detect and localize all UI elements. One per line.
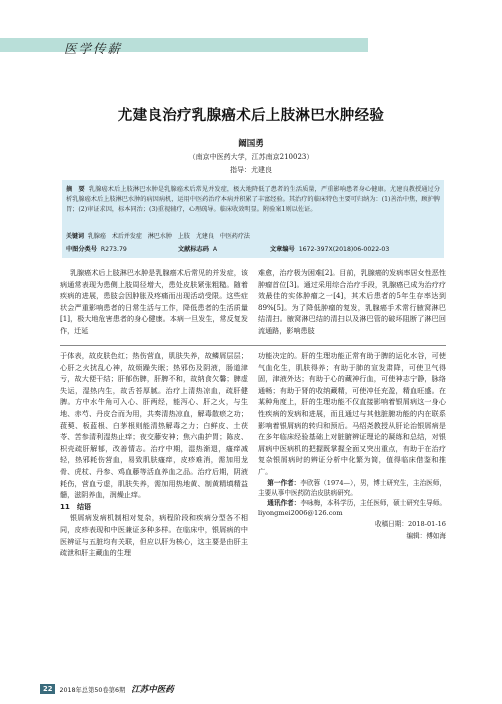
section-header-bar	[0, 38, 368, 52]
article-title: 尤建良治疗乳腺癌术后上肢淋巴水肿经验	[117, 108, 385, 124]
article-affiliation: （南京中医药大学，江苏南京210023）	[188, 153, 314, 161]
body-column-right-top	[258, 267, 446, 337]
article-advisor: 指导：尤建良	[230, 166, 272, 174]
page-number: 22	[40, 684, 55, 694]
abstract-text: 乳腺癌术后上肢淋巴水肿是乳腺癌术后常见并发症，极大地降低了患者的生活质量，严重影响患者身心健康。尤建良教授通过分析乳腺癌术后上肢淋巴水肿的病因病机，运用中医药治疗本病并积累了丰富经验。其治疗的临床特色主要可归纳为：(1)善治中焦，顾护脾胃；(2)审证求因，标本同治；(3)重视辅疗，心理疏导。临床收效明显。附验案1则以佐证。	[66, 186, 441, 213]
body-column-right-bottom	[258, 350, 446, 542]
body-column-left-top	[60, 267, 248, 337]
classification-line	[66, 244, 440, 253]
paragraph: 银屑病发病机制相对复杂，病程阶段和疾病分型各不相同，皮疹表现和中医兼证多种多样。在临床中，银屑病的中医辨证与五脏均有关联，但应以肝为核心，这主要是由肝主疏泄和肝主藏血的生理	[60, 513, 248, 558]
cls-value: R273.79	[100, 246, 127, 253]
keywords	[66, 232, 440, 241]
fn2-text: 李咏梅，本科学历，主任医师，硕士研究生导师。liyongmei2006@126.com	[258, 498, 447, 518]
first-author-note	[258, 478, 446, 498]
doc-value: A	[212, 246, 218, 253]
conclusion-heading: 11 结语	[60, 501, 92, 511]
journal-name: 江苏中医药	[131, 685, 174, 695]
keywords-label: 关键词	[66, 233, 85, 240]
editor: 编辑：傅如海	[406, 532, 446, 541]
id-value: 1672-397X(2018)06-0022-03	[298, 246, 390, 253]
paragraph: 功能决定的。肝的生理功能正常有助于脾的运化水谷，可使气血化生，肌肤得养；有助于肺的宣发肃降，可使卫气得固，津液外达；有助于心的藏神行血，可使神志宁静，脉络通畅；有助于肾的收纳藏精，可使冲任充盈，精血旺盛。在某种角度上，肝的生理功能不仅直接影响着银屑病这一身心性疾病的发病和进展，而且通过与其他脏腑功能的内在联系影响着银屑病的转归和预后。马绍尧教授从肝论治银屑病是在多年临床经验基础上对脏腑辨证理论的凝练和总结，对银屑病中医病机的把握既掌握全面又突出重点，有助于在治疗复杂银屑病时的辨证分析中化繁为简，值得临床借鉴和推广。	[258, 351, 446, 476]
issue-info: 2018年总第50卷第6期	[59, 686, 126, 694]
paragraph: 于体表，故皮肤色红；热伤营血，肌肤失养，故鳞屑层层；心肝之火扰乱心神，故烦躁失眠；热邪伤及阴液，肠道津亏，故大便干结；肝郁伤脾，肝脾不和，故纳食欠馨；脾虚失运，湿热内生，故舌苔厚腻。治疗上清热凉血，疏肝健脾。方中水牛角可入心、肝两经，能泻心、肝之火，与生地、赤芍、丹皮合而为用，共奏清热凉血，解毒散瘀之功；菝葜、板蓝根、白茅根则能清热解毒之力；白鲜皮、土茯苓、苦参清利湿热止痒；夜交藤安神；焦六曲护胃；陈皮、枳壳疏肝解郁，改善情志。治疗中期，湿热渐退，瘙痒减轻，热邪耗伤营血，易致肌肤瘙痒，皮疹难消，需加用龙骨、虎杖、丹参、鸡血藤等活血养血之品。治疗后期，阴液耗伤，营血亏虚，肌肤失养，需加用热地黄、制黄精填精益髓，滋阴养血，润燥止痒。	[60, 351, 248, 500]
paragraph: 乳腺癌术后上肢淋巴水肿是乳腺癌术后常见的并发症，该病通常表现为患侧上肢周径增大，患处皮肤紧张粗糙。随着疾病的进展，患肢会因肿胀及疼痛而出现活动受限。这些症状会严重影响患者的日常生活与工作，降低患者的生活质量[1]，极大地危害患者的身心健康。本病一旦发生，常反复发作，迁延	[60, 268, 248, 335]
body-column-left-bottom	[60, 350, 248, 559]
page-footer	[40, 683, 174, 695]
article-author: 阚国勇	[238, 139, 264, 149]
doc-label: 文献标志码	[178, 246, 209, 253]
fn2-label: 通讯作者：	[267, 498, 301, 507]
section-header	[0, 0, 502, 58]
paragraph: 难愈，治疗极为困难[2]。目前，乳腺癌的发病率居女性恶性肿瘤首位[3]。通过采用综合治疗手段，乳腺癌已成为治疗疗效最佳的实体肿瘤之一[4]，其术后患者的5年生存率达到89%[5]。为了降低肿瘤的复发，乳腺癌手术常行腋窝淋巴结清扫。腋窝淋巴结的清扫以及淋巴管的破坏阻断了淋巴回流通路，影响患肢	[258, 268, 446, 335]
abstract-label: 摘 要	[66, 186, 85, 193]
cls-label: 中图分类号	[66, 246, 97, 253]
corresponding-author-note	[258, 498, 446, 518]
received-date: 收稿日期：2018-01-16	[375, 520, 446, 529]
fn1-text: 李欣蓉（1974—），男，博士研究生，主治医师，主要从事中医药防治皮肤病研究。	[258, 478, 446, 497]
id-label: 文章编号	[270, 246, 295, 253]
keywords-text: 乳腺癌 术后并发症 淋巴水肿 上肢 尤建良 中医药疗法	[87, 233, 250, 240]
fn1-label: 第一作者：	[267, 478, 301, 487]
abstract	[66, 185, 440, 215]
divider	[60, 345, 446, 346]
section-title: 医学传薪	[64, 41, 123, 56]
